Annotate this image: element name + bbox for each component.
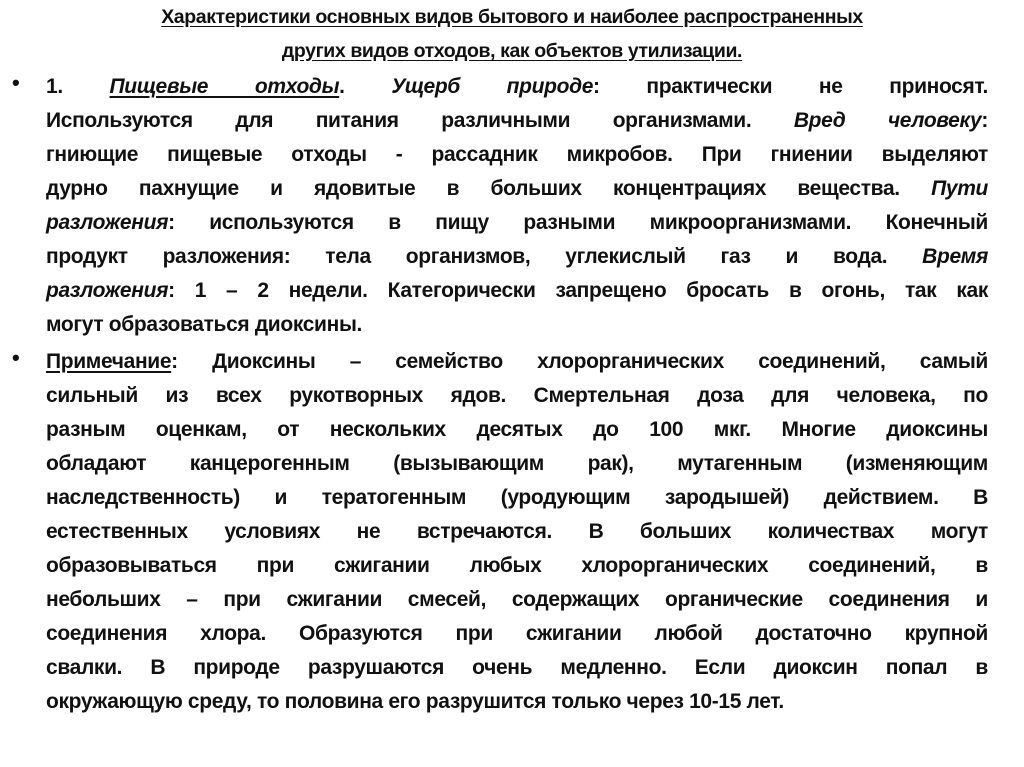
text-segment: разным оценкам, от нескольких десятых до 100 мкг. Многие диоксины (46, 418, 988, 441)
text-segment: : Диоксины – семейство хлорорганических соединений, самый (171, 350, 988, 373)
text-segment: образовываться при сжигании любых хлорорганических соединений, в (46, 554, 988, 577)
text-segment: свалки. В природе разрушаются очень медленно. Если диоксин попал в (46, 656, 988, 679)
text-segment: гниющие пищевые отходы - рассадник микробов. При гниении выделяют (46, 143, 988, 166)
text-segment: естественных условиях не встречаются. В больших количествах могут (46, 520, 988, 543)
text-segment: : 1 – 2 недели. Категорически запрещено бросать в огонь, так как (168, 279, 988, 302)
text-line (46, 172, 988, 206)
italic-term: разложения (46, 279, 169, 302)
text-segment: 1. (46, 75, 110, 98)
text-line (46, 481, 988, 515)
italic-term: Время (922, 245, 988, 268)
text-segment: наследственность) и тератогенным (уродующим зародышей) действием. В (46, 486, 988, 509)
text-segment: Используются для питания различными организмами. (46, 109, 794, 132)
text-line (46, 206, 988, 240)
text-segment: обладают канцерогенным (вызывающим рак), мутагенным (изменяющим (46, 452, 988, 475)
italic-term: Ущерб природе (391, 75, 594, 98)
text-line (46, 138, 988, 172)
text-line (46, 70, 988, 104)
text-segment: могут образоваться диоксины. (46, 313, 363, 336)
title-line-2: других видов отходов, как объектов утилизации. (281, 40, 743, 62)
text-line (46, 617, 988, 651)
bullet-icon: • (12, 70, 20, 95)
text-segment: сильный из всех рукотворных ядов. Смертельная доза для человека, по (46, 384, 988, 407)
text-segment: : практически не приносят. (593, 75, 988, 98)
text-segment: : (981, 109, 988, 132)
italic-term: разложения (46, 211, 169, 234)
italic-term: Вред человеку (793, 109, 982, 132)
text-segment: соединения хлора. Образуются при сжигании любой достаточно крупной (46, 622, 988, 645)
text-line (46, 104, 988, 138)
bullet-icon: • (12, 345, 20, 370)
text-line (46, 413, 988, 447)
underlined-heading: Примечание (46, 350, 172, 373)
text-line (46, 583, 988, 617)
text-line (46, 549, 988, 583)
italic-term: Пути (931, 177, 988, 200)
text-segment: : используются в пищу разными микроорганизмами. Конечный (168, 211, 988, 234)
text-line (46, 274, 988, 308)
title-line-1: Характеристики основных видов бытового и наиболее распространенных (161, 6, 863, 28)
paragraph-food-waste (46, 70, 988, 342)
text-segment: . (339, 75, 392, 98)
text-line (46, 379, 988, 413)
text-line (46, 515, 988, 549)
slide-title (40, 0, 984, 68)
text-line (46, 345, 988, 379)
text-line (46, 240, 988, 274)
text-line (46, 651, 988, 685)
underlined-heading: Пищевые отходы (109, 75, 340, 98)
text-line (46, 447, 988, 481)
text-segment: небольших – при сжигании смесей, содержащих органические соединения и (46, 588, 988, 611)
paragraph-note-dioxins (46, 345, 988, 719)
text-segment: дурно пахнущие и ядовитые в больших концентрациях вещества. (46, 177, 932, 200)
text-line (46, 685, 988, 719)
text-segment: окружающую среду, то половина его разрушится только через 10-15 лет. (46, 690, 784, 713)
text-line (46, 308, 988, 342)
text-segment: продукт разложения: тела организмов, углекислый газ и вода. (46, 245, 923, 268)
